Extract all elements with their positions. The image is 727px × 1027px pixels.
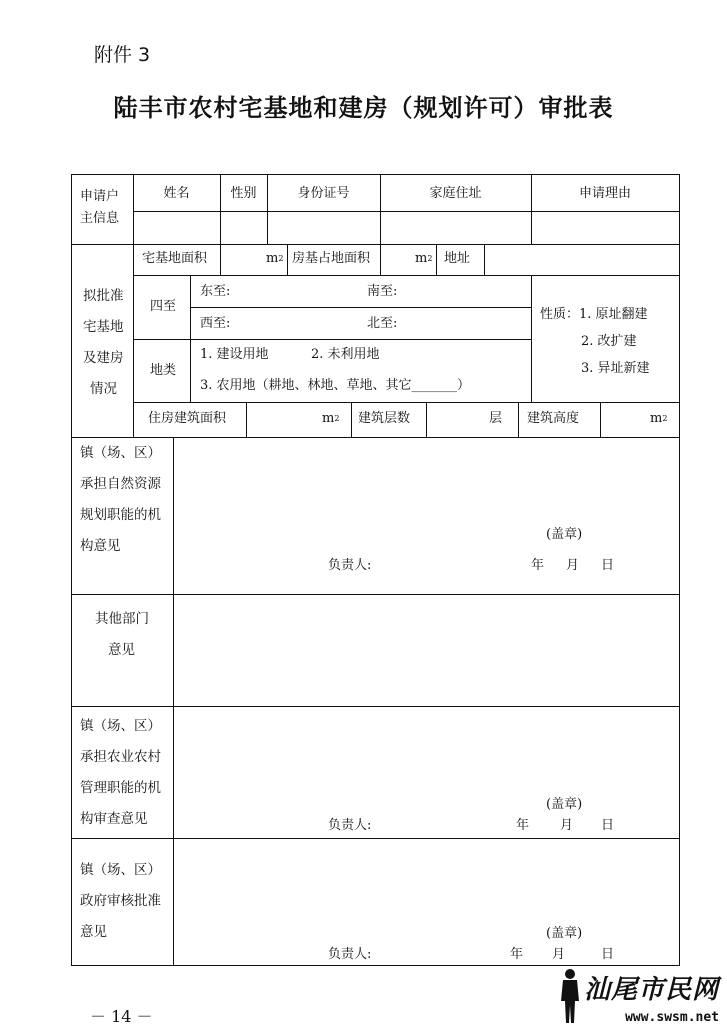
south-label: 南至: — [367, 284, 398, 299]
other-opinion-label-line: 意见 — [108, 642, 135, 658]
divider — [531, 174, 532, 244]
four-sides-label: 四至 — [150, 299, 177, 314]
agri-opinion-label-line: 构审查意见 — [80, 811, 148, 827]
day-label: 日 — [601, 947, 615, 962]
applicant-label-line: 申请户 — [80, 189, 120, 204]
unit-square-meter — [322, 411, 339, 427]
responsible-label: 负责人: — [328, 558, 372, 573]
unit-sup: 2 — [278, 254, 284, 263]
unit-sup: 2 — [662, 414, 668, 423]
other-opinion-label-line: 其他部门 — [95, 611, 149, 627]
divider — [531, 275, 532, 402]
table-border-right — [679, 174, 680, 966]
nr-opinion-label-line: 构意见 — [80, 538, 121, 554]
responsible-label: 负责人: — [328, 818, 372, 833]
page-title: 陆丰市农村宅基地和建房（规划许可）审批表 — [113, 93, 614, 122]
year-label: 年 — [510, 947, 524, 962]
divider — [287, 244, 288, 275]
watermark-url: www.swsm.net — [625, 1010, 719, 1025]
floors-label: 建筑层数 — [358, 411, 411, 426]
unit-m: m — [650, 411, 663, 426]
seal-placeholder: (盖章) — [546, 797, 583, 812]
unit-m: m — [415, 251, 428, 266]
divider — [71, 838, 679, 839]
year-label: 年 — [531, 558, 545, 573]
unit-sup: 2 — [427, 254, 433, 263]
col-gender-header: 性别 — [230, 186, 257, 201]
unit-square-meter — [266, 251, 283, 267]
unit-m: m — [266, 251, 279, 266]
agri-opinion-label-line: 承担农业农村 — [80, 749, 161, 765]
month-label: 月 — [560, 818, 574, 833]
house-footprint-label: 房基占地面积 — [292, 251, 371, 266]
nature-option-new-site: 3. 异址新建 — [581, 361, 650, 376]
annex-label: 附件 3 — [94, 44, 151, 66]
day-label: 日 — [601, 818, 615, 833]
divider — [190, 307, 531, 308]
site-address-label: 地址 — [444, 251, 471, 266]
north-label: 北至: — [367, 316, 398, 331]
floor-area-label: 住房建筑面积 — [148, 411, 227, 426]
homestead-area-label: 宅基地面积 — [142, 251, 208, 266]
nature-option-extension: 2. 改扩建 — [581, 334, 637, 349]
land-type-label: 地类 — [150, 363, 177, 378]
seal-placeholder: (盖章) — [546, 926, 583, 941]
west-label: 西至: — [200, 316, 231, 331]
nature-option-rebuild: 性质：1. 原址翻建 — [540, 307, 648, 322]
proposed-label-line: 宅基地 — [83, 319, 124, 335]
watermark-text: 汕尾市民网 — [583, 975, 719, 1005]
nr-opinion-label-line: 镇（场、区） — [80, 445, 161, 461]
unit-square-meter — [650, 411, 667, 427]
table-border-bottom — [71, 965, 679, 966]
height-label: 建筑高度 — [527, 411, 580, 426]
agri-opinion-label-line: 镇（场、区） — [80, 718, 161, 734]
watermark — [553, 967, 723, 1027]
divider — [173, 437, 174, 965]
col-id-header: 身份证号 — [297, 186, 350, 201]
divider — [133, 174, 134, 437]
responsible-label: 负责人: — [328, 947, 372, 962]
divider — [133, 211, 679, 212]
unit-sup: 2 — [334, 414, 340, 423]
gov-opinion-label-line: 镇（场、区） — [80, 862, 161, 878]
divider — [71, 706, 679, 707]
divider — [518, 402, 519, 437]
col-reason-header: 申请理由 — [578, 186, 631, 201]
month-label: 月 — [552, 947, 566, 962]
land-option-agricultural: 3. 农用地（耕地、林地、草地、其它_______） — [200, 378, 471, 393]
seal-placeholder: (盖章) — [546, 527, 583, 542]
divider — [133, 275, 679, 276]
divider — [380, 174, 381, 244]
east-label: 东至: — [200, 284, 231, 299]
divider — [380, 244, 381, 275]
day-label: 日 — [601, 558, 615, 573]
divider — [71, 244, 679, 245]
nr-opinion-label-line: 规划职能的机 — [80, 507, 161, 523]
agri-opinion-label-line: 管理职能的机 — [80, 780, 161, 796]
applicant-label-line: 主信息 — [80, 211, 120, 226]
month-label: 月 — [566, 558, 580, 573]
divider — [71, 437, 679, 438]
unit-square-meter — [415, 251, 432, 267]
divider — [436, 244, 437, 275]
year-label: 年 — [516, 818, 530, 833]
divider — [71, 594, 679, 595]
land-option-unused: 2. 未利用地 — [311, 347, 380, 362]
nr-opinion-label-line: 承担自然资源 — [80, 476, 161, 492]
unit-m: m — [322, 411, 335, 426]
proposed-label-line: 情况 — [90, 381, 117, 397]
divider — [600, 402, 601, 437]
land-option-construction: 1. 建设用地 — [200, 347, 269, 362]
table-border-top — [71, 174, 679, 175]
floor-unit: 层 — [489, 411, 503, 426]
page-number: － 14 － — [90, 1007, 153, 1026]
divider — [246, 402, 247, 437]
divider — [267, 174, 268, 244]
divider — [220, 174, 221, 244]
divider — [133, 402, 679, 403]
col-name-header: 姓名 — [163, 186, 190, 201]
table-border-left — [71, 174, 72, 966]
proposed-label-line: 拟批准 — [83, 288, 124, 304]
divider — [133, 339, 531, 340]
divider — [426, 402, 427, 437]
person-silhouette-icon — [557, 967, 583, 1025]
gov-opinion-label-line: 政府审核批准 — [80, 893, 161, 909]
col-address-header: 家庭住址 — [429, 186, 482, 201]
divider — [484, 244, 485, 275]
gov-opinion-label-line: 意见 — [80, 924, 107, 940]
divider — [351, 402, 352, 437]
divider — [220, 244, 221, 275]
proposed-label-line: 及建房 — [83, 350, 124, 366]
